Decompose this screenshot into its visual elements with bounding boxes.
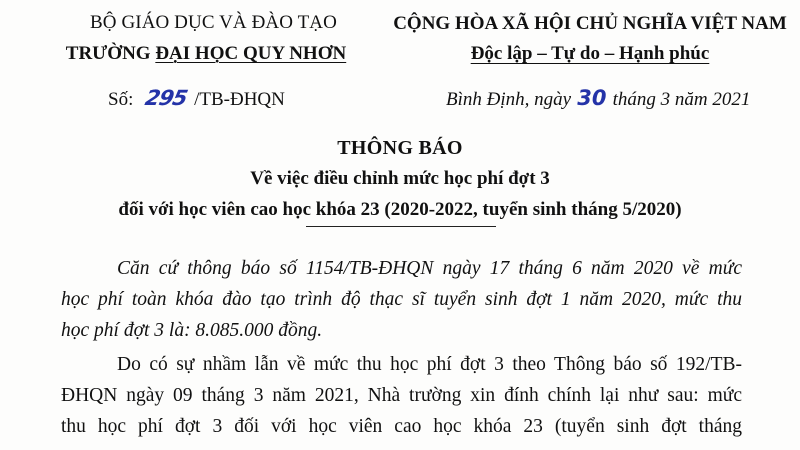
document-number-label: Số: (108, 89, 139, 110)
university-prefix: TRƯỜNG (65, 43, 156, 64)
paragraph-2-line-3: thu học phí đợt 3 đối với học viên cao học khóa 23 (tuyển sinh đợt tháng (61, 416, 742, 437)
motto-text: Độc lập – Tự do – Hạnh phúc (470, 43, 710, 64)
document-number-suffix: /TB-ĐHQN (194, 89, 285, 110)
document-number (108, 86, 285, 111)
document-subtitle-line1: Về việc điều chỉnh mức học phí đợt 3 (250, 168, 550, 189)
paragraph-2-line-2: ĐHQN ngày 09 tháng 3 năm 2021, Nhà trường xin đính chính lại như sau: mức (61, 385, 742, 406)
place-and-date (446, 86, 750, 111)
paragraph-1-line-3: học phí đợt 3 là: 8.085.000 đồng. (61, 320, 323, 341)
university-name (64, 43, 348, 65)
document-subtitle-line2: đối với học viên cao học khóa 23 (2020-2022, tuyển sinh tháng 5/2020) (118, 199, 682, 220)
national-motto (440, 43, 740, 65)
title-underline (306, 226, 496, 227)
paragraph-1-line-1: Căn cứ thông báo số 1154/TB-ĐHQN ngày 17 tháng 6 năm 2020 về mức (117, 258, 742, 279)
date-prefix: Bình Định, ngày (446, 89, 576, 110)
university-name-underlined: ĐẠI HỌC QUY NHƠN (155, 43, 347, 64)
paragraph-1-line-2: học phí toàn khóa đào tạo trình độ thạc sĩ tuyển sinh đợt 1 năm 2020, mức thu (61, 289, 742, 310)
ministry-name: BỘ GIÁO DỤC VÀ ĐÀO TẠO (90, 12, 337, 33)
handwritten-number: 295 (143, 86, 190, 110)
handwritten-day: 30 (577, 86, 607, 110)
paragraph-2-line-1: Do có sự nhầm lẫn về mức thu học phí đợt 3 theo Thông báo số 192/TB- (117, 354, 742, 375)
national-title: CỘNG HÒA XÃ HỘI CHỦ NGHĨA VIỆT NAM (393, 13, 787, 34)
document-title: THÔNG BÁO (337, 137, 463, 159)
date-suffix: tháng 3 năm 2021 (607, 89, 751, 110)
